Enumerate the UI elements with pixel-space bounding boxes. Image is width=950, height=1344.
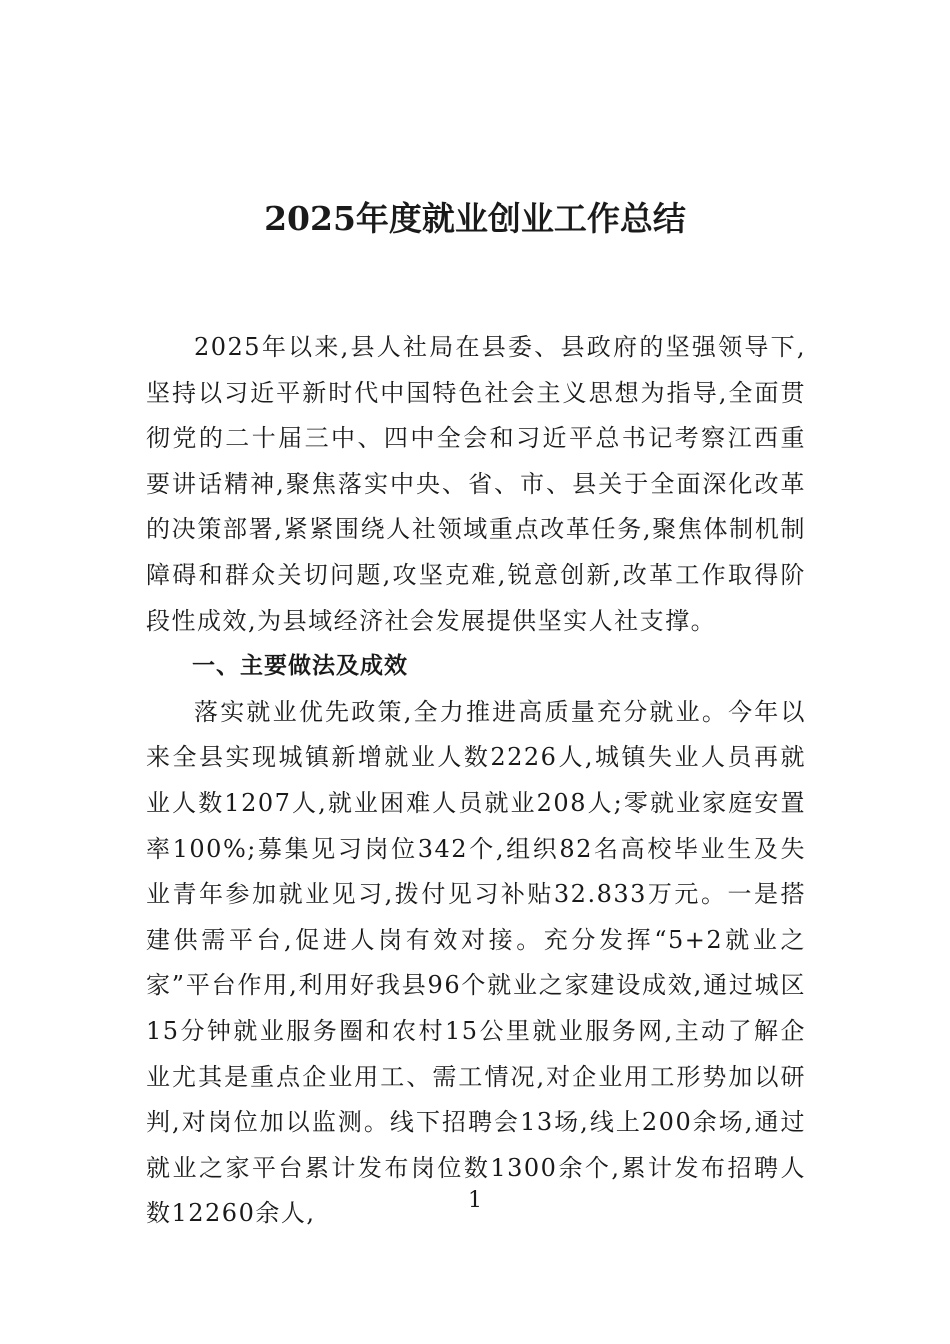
- document-title: 2025年度就业创业工作总结: [264, 199, 686, 238]
- section-heading: 一、主要做法及成效: [192, 653, 408, 680]
- page-number: 1: [468, 1188, 482, 1213]
- body-paragraph: 落实就业优先政策,全力推进高质量充分就业。今年以来全县实现城镇新增就业人数2226人,城镇失业人员再就业人数1207人,就业困难人员就业208人;零就业家庭安置率100%;募集见习岗位342个,组织82名高校毕业生及失业青年参加就业见习,拨付见习补贴32.833万元。一是搭建供需平台,促进人岗有效对接。充分发挥“5+2就业之家”平台作用,利用好我县96个就业之家建设成效,通过城区15分钟就业服务圈和农村15公里就业服务网,主动了解企业尤其是重点企业用工、需工情况,对企业用工形势加以研判,对岗位加以监测。线下招聘会13场,线上200余场,通过就业之家平台累计发布岗位数1300余个,累计发布招聘人数12260余人,: [146, 697, 806, 1228]
- intro-paragraph: 2025年以来,县人社局在县委、县政府的坚强领导下,坚持以习近平新时代中国特色社会主义思想为指导,全面贯彻党的二十届三中、四中全会和习近平总书记考察江西重要讲话精神,聚焦落实中央、省、市、县关于全面深化改革的决策部署,紧紧围绕人社领域重点改革任务,聚焦体制机制障碍和群众关切问题,攻坚克难,锐意创新,改革工作取得阶段性成效,为县域经济社会发展提供坚实人社支撑。: [146, 333, 806, 635]
- document-body: [146, 325, 806, 1237]
